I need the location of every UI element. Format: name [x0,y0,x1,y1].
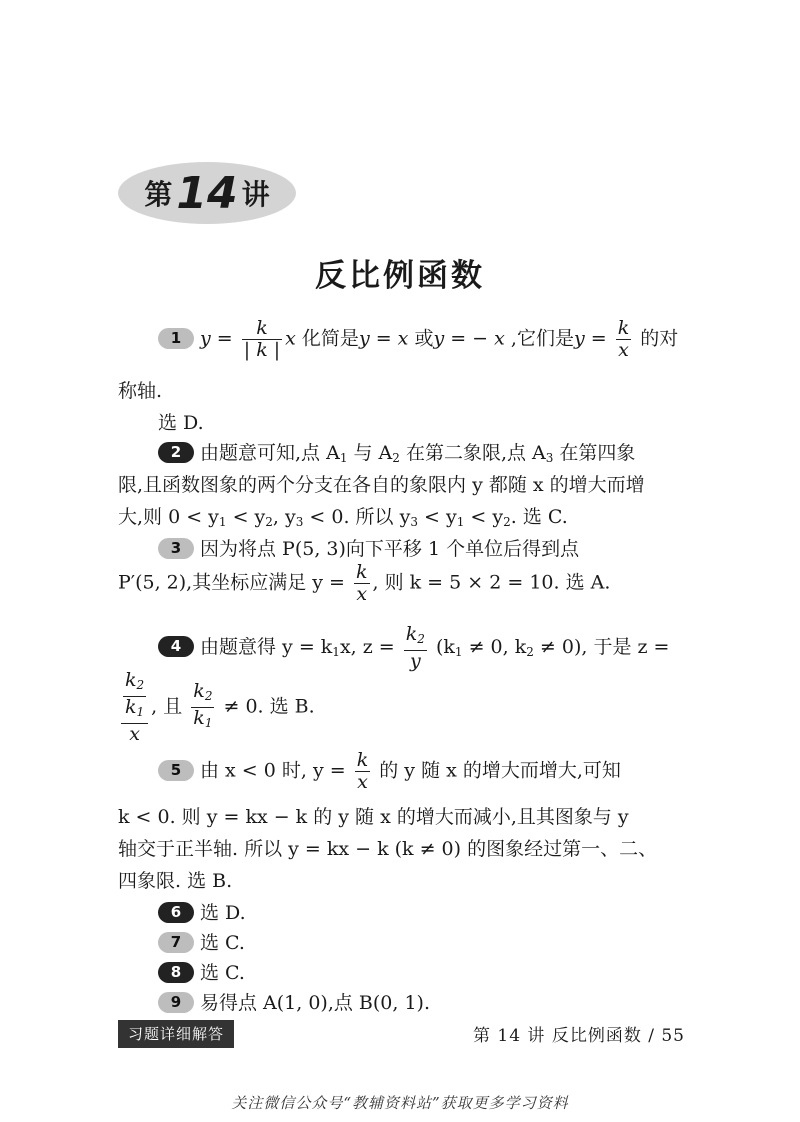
subscript: 1 [456,515,465,529]
frac-num: k [617,317,630,339]
fraction-k-over-x [616,318,632,361]
answer-1-choice: 选 D. [158,412,204,434]
subscript: 2 [417,632,425,646]
math: y = x [358,327,409,350]
question-marker-8: 8 [158,962,194,983]
frac-den [191,708,214,734]
frac-num: k [242,318,282,340]
text: 或 [414,327,434,350]
fraction-complex [121,670,148,745]
math: y = − x [433,327,505,350]
answer-3-line-1 [158,534,579,561]
math: k [193,707,205,729]
text: 在第二象限,点 A [399,442,546,464]
subscript: 2 [204,689,213,703]
text: 易得点 A(1, 0),点 B(0, 1). [200,992,431,1014]
frac-den: x [356,583,368,605]
subscript: 1 [454,645,463,659]
subscript: 3 [295,515,304,529]
answer-2-line-3 [118,502,568,529]
footer-watermark-note: 关注微信公众号“教辅资料站”获取更多学习资料 [231,1094,569,1112]
fraction-k-over-x [354,562,370,605]
text: < y [417,506,457,528]
lecture-badge [118,162,296,224]
text: < 0. 所以 y [303,506,411,528]
math-y-eq: y = [573,327,607,350]
page-title: 反比例函数 [315,258,485,294]
question-marker-6: 6 [158,902,194,923]
frac-den [123,697,146,723]
text: , y [272,506,296,528]
badge-number: 14 [176,167,238,219]
answer-4-line-1 [158,624,669,672]
text: 在第四象 [553,442,636,464]
math: k [193,680,205,702]
text: P′(5, 2),其坐标应满足 y = [118,571,345,594]
frac-den: x [129,723,140,745]
question-marker-3: 3 [158,538,194,559]
answer-7 [158,928,245,955]
frac-num [191,681,214,708]
answer-5-line-1 [158,750,621,793]
answer-2-line-1 [158,438,635,465]
footer-section-label: 习题详细解答 [118,1020,234,1048]
badge-prefix: 第 [144,178,173,211]
subscript: 1 [136,705,145,719]
text: 的 y 随 x 的增大而增大,可知 [379,759,621,782]
text: . 选 C. [510,506,568,528]
math: k [125,696,137,718]
frac-den: x [618,339,629,361]
fraction-k-over-abs-k [242,318,282,361]
subscript: 2 [392,451,400,465]
answer-9 [158,988,430,1015]
subscript: 2 [265,515,273,529]
subscript: 1 [332,645,340,659]
fraction-k2-over-k1 [191,681,214,734]
answer-5-line-4: 四象限. 选 B. [118,870,233,892]
answer-1-line-1 [158,318,678,361]
frac-num [123,670,146,697]
frac-num: k [356,561,368,583]
math-x: x [285,327,296,350]
badge-suffix: 讲 [241,178,270,211]
question-marker-1: 1 [158,328,194,349]
text: 选 D. [200,902,246,924]
text: 由 x < 0 时, y = [200,759,346,782]
text: 大,则 0 < y [118,506,219,528]
answer-4-line-2 [118,670,315,745]
fraction-k-over-x [355,750,371,793]
answer-1-line-2: 称轴. [118,380,163,402]
subscript: 3 [545,451,554,465]
text: ≠ 0, k [462,636,527,658]
text: x, z = [339,636,395,658]
text: 化简是 [301,327,359,350]
text: < y [464,506,504,528]
text: 由题意可知,点 A [200,442,340,464]
frac-num [404,624,427,651]
answer-3-line-2 [118,562,610,605]
fraction-k2-over-y [404,624,427,672]
text: ≠ 0), 于是 z = [533,636,670,658]
answer-8 [158,958,245,985]
answer-5-line-3: 轴交于正半轴. 所以 y = kx − k (k ≠ 0) 的图象经过第一、二、 [118,838,658,860]
math: k [405,623,418,645]
frac-den: x [357,771,368,793]
text: < y [226,506,266,528]
text: , 且 [151,695,183,718]
frac-den: | k | [243,339,281,361]
frac-num [121,670,148,724]
text: 因为将点 P(5, 3)向下平移 1 个单位后得到点 [200,538,580,560]
footer-page-info: 第 14 讲 反比例函数 / 55 [472,1026,685,1046]
subscript: 1 [339,451,348,465]
text: , 则 k = 5 × 2 = 10. 选 A. [372,571,611,594]
text: ≠ 0. 选 B. [223,695,315,718]
frac-num: k [356,749,369,771]
answer-5-line-2: k < 0. 则 y = kx − k 的 y 随 x 的增大而减小,且其图象与 y [118,806,629,828]
text: (k [435,636,455,658]
fraction-k2-over-k1 [123,670,146,723]
answer-2-line-2: 限,且函数图象的两个分支在各自的象限内 y 都随 x 的增大而增 [118,474,645,496]
text: 选 C. [200,932,245,954]
text: 与 A [347,442,393,464]
text: 的对 [640,327,679,350]
subscript: 3 [410,515,418,529]
subscript: 1 [218,515,227,529]
math: k [125,669,137,691]
subscript: 2 [526,645,534,659]
math-y-eq: y = [200,327,233,350]
text: 由题意得 y = k [200,636,333,658]
subscript: 2 [136,678,145,692]
subscript: 1 [204,716,213,730]
frac-den: y [409,650,421,672]
question-marker-9: 9 [158,992,194,1013]
question-marker-4: 4 [158,636,194,657]
question-marker-5: 5 [158,760,194,781]
question-marker-7: 7 [158,932,194,953]
subscript: 2 [503,515,511,529]
question-marker-2: 2 [158,442,194,463]
answer-6 [158,898,246,925]
text: ,它们是 [510,327,574,350]
text: 选 C. [200,962,245,984]
